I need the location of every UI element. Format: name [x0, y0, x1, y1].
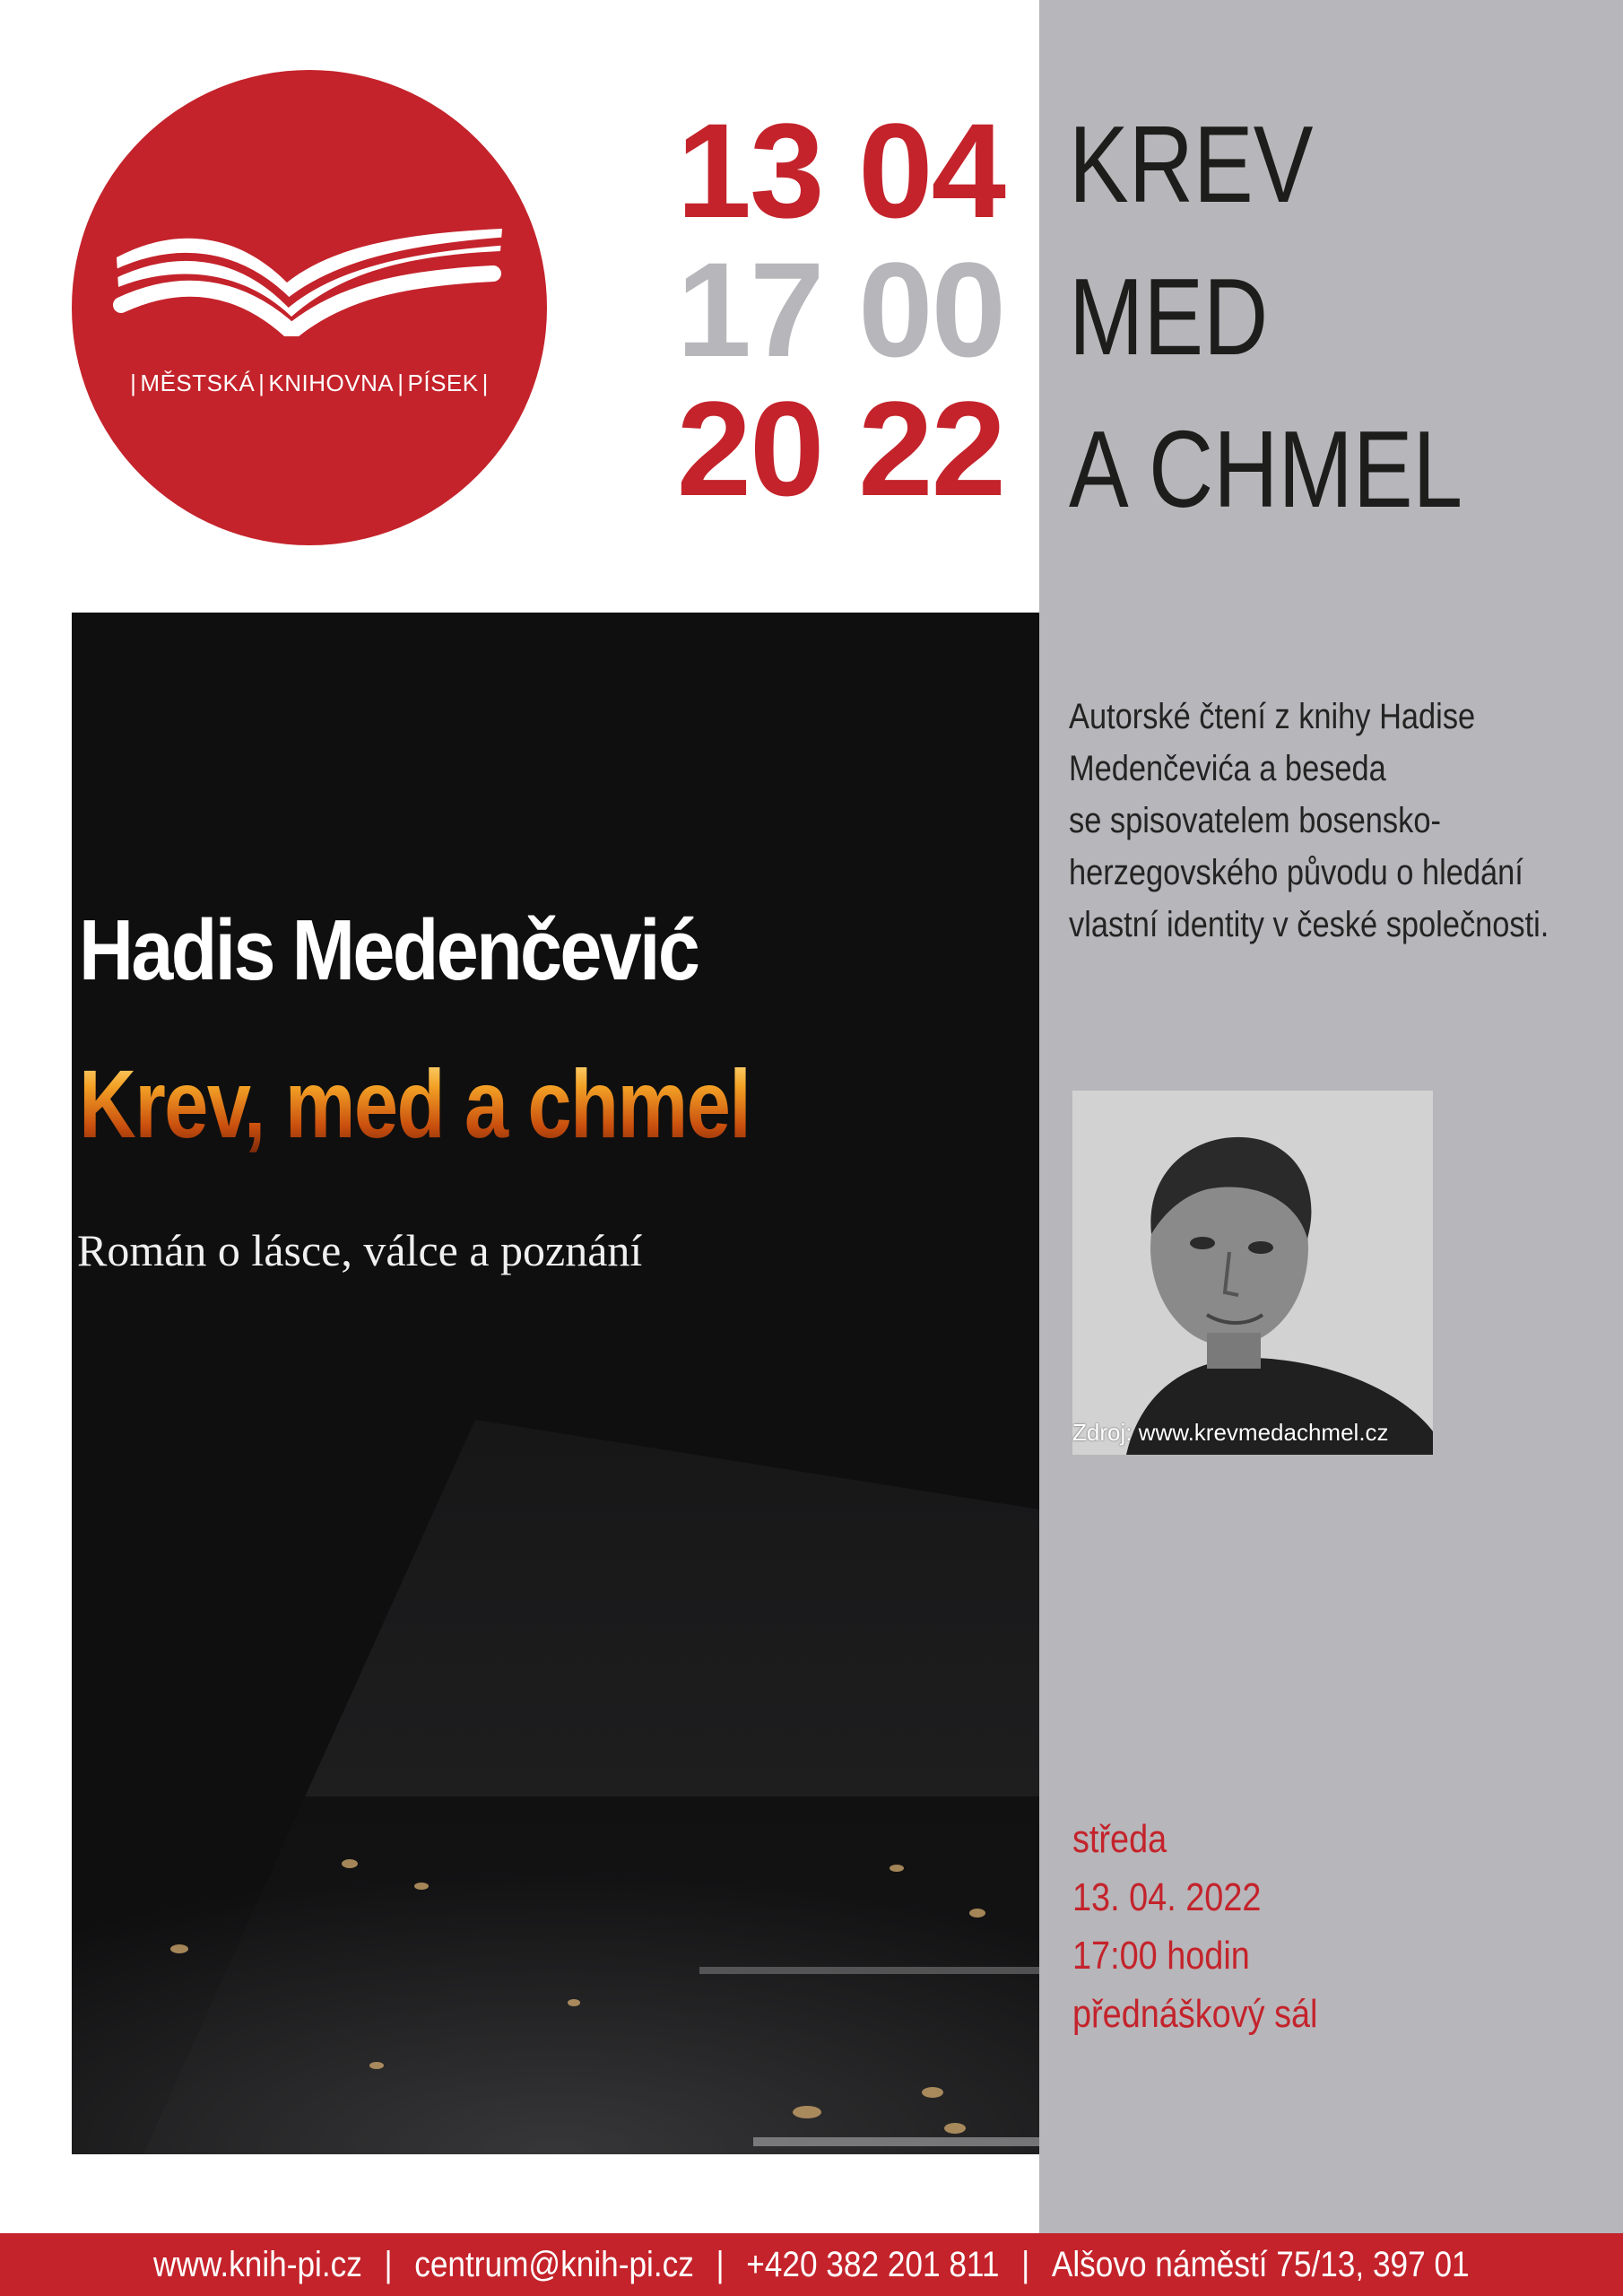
event-details [1072, 1810, 1317, 2043]
footer-email-link[interactable]: centrum@knih-pi.cz [414, 2245, 694, 2284]
footer-contacts [0, 2237, 1623, 2292]
description-line: herzegovského původu o hledání [1069, 853, 1523, 892]
footer-website-link[interactable]: www.knih-pi.cz [153, 2245, 362, 2284]
footer-separator: | [716, 2245, 725, 2284]
footer-separator: | [384, 2245, 393, 2284]
cover-title: Krev, med a chmel [79, 1049, 751, 1158]
event-title-line-1: KREV [1069, 103, 1314, 225]
date-year: 20 22 [676, 373, 1004, 524]
description-line: Autorské čtení z knihy Hadise [1069, 697, 1476, 736]
description-line: se spisovatelem bosensko- [1069, 801, 1441, 840]
event-date: 13. 04. 2022 [1072, 1875, 1262, 1919]
photo-caption: Zdroj: www.krevmedachmel.cz [1072, 1419, 1389, 1446]
library-name-word-2: KNIHOVNA [268, 370, 395, 396]
cover-author: Hadis Medenčević [79, 902, 699, 998]
event-time: 17:00 hodin [1072, 1934, 1250, 1978]
date-time: 17 00 [676, 234, 1004, 385]
footer-separator: | [1021, 2245, 1030, 2284]
event-place: přednáškový sál [1072, 1992, 1318, 2036]
book-cover-image [72, 613, 1039, 2154]
footer-phone: +420 382 201 811 [746, 2245, 1000, 2284]
cover-subtitle: Román o lásce, válce a poznání [77, 1225, 643, 1275]
author-portrait [1072, 1091, 1433, 1455]
library-name: | MĚSTSKÁ | KNIHOVNA | PÍSEK | [130, 370, 489, 396]
event-description [1069, 691, 1623, 951]
event-title-line-3: A CHMEL [1069, 408, 1463, 530]
cover-background [72, 613, 1039, 2154]
open-book-icon [108, 202, 511, 336]
description-line: vlastní identity v české společnosti. [1069, 905, 1549, 944]
footer-address: Alšovo náměstí 75/13, 397 01 [1052, 2245, 1470, 2284]
author-photo [1072, 1091, 1433, 1455]
library-name-word-1: MĚSTSKÁ [140, 370, 256, 396]
library-name-word-3: PÍSEK [407, 370, 479, 396]
description-line: Medenčevića a beseda [1069, 749, 1386, 788]
date-day-month: 13 04 [676, 95, 1004, 246]
event-title-line-2: MED [1069, 256, 1269, 378]
event-day: středa [1072, 1817, 1167, 1861]
